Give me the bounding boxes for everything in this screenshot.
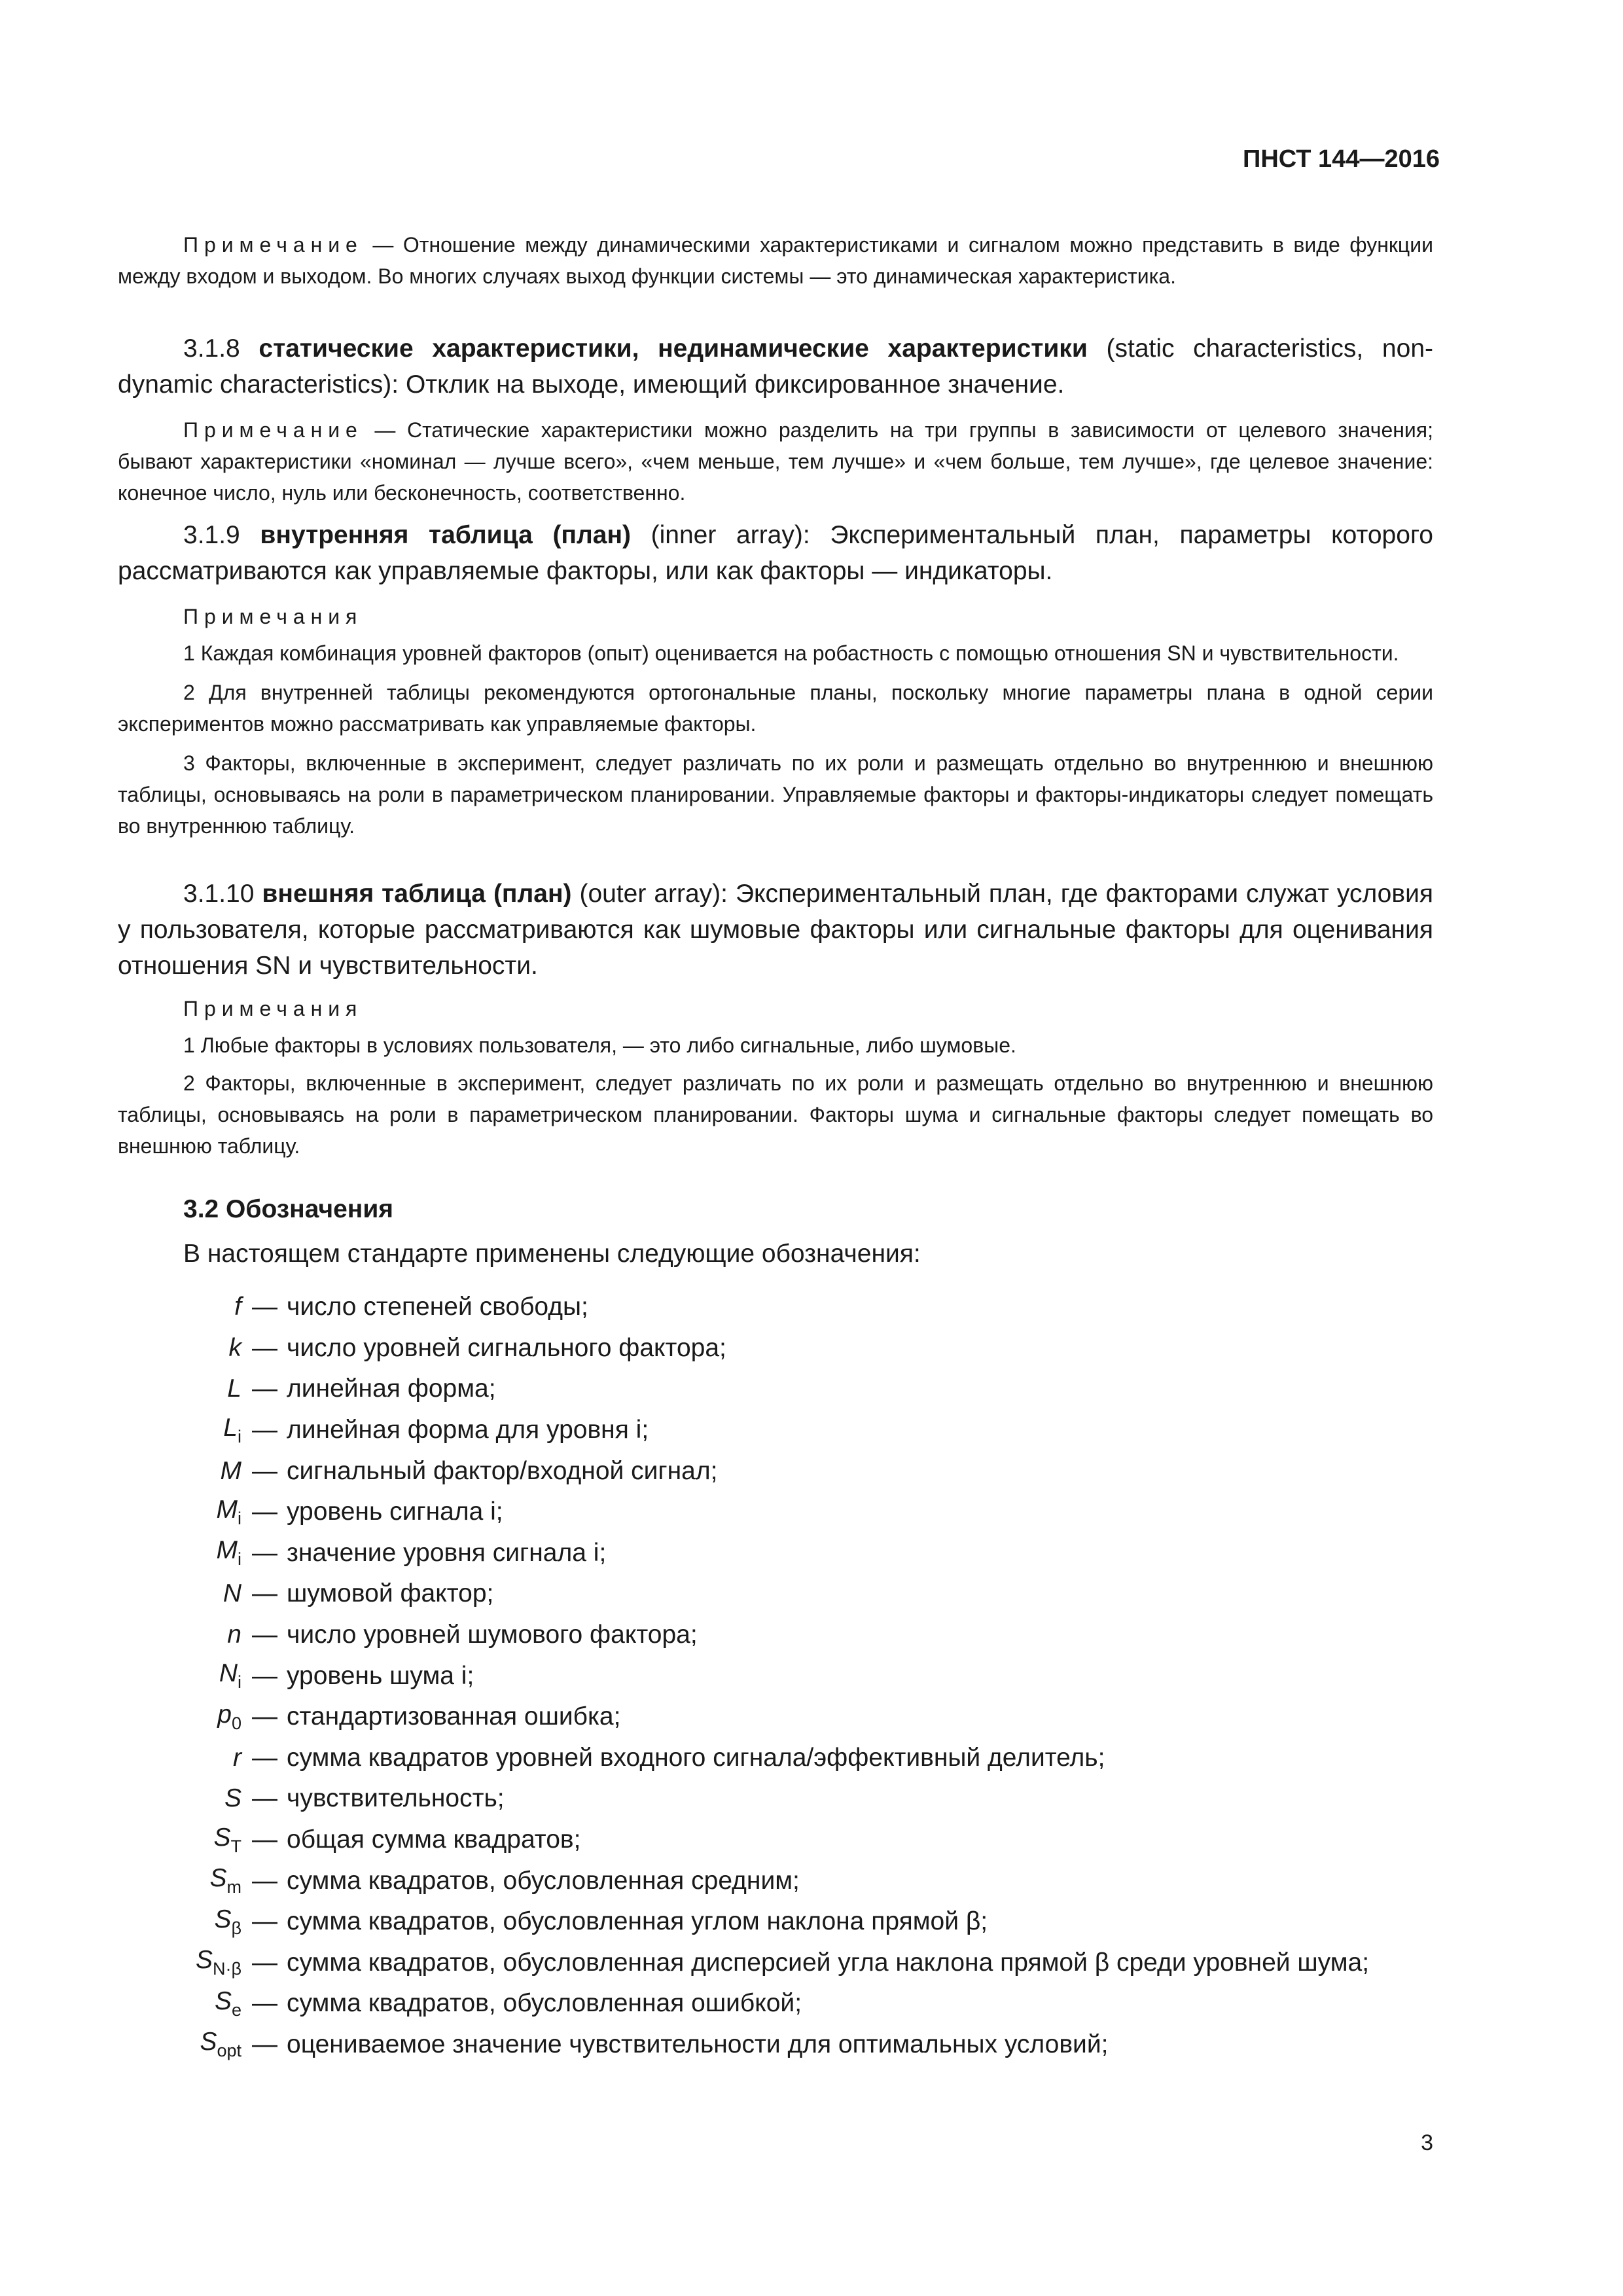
symbol-description: сумма квадратов уровней входного сигнала/эффективный делитель;	[287, 1743, 1105, 1772]
symbol	[118, 1374, 252, 1403]
symbol-subscript: N·β	[212, 1959, 241, 1979]
symbol-row	[118, 1615, 1466, 1656]
symbol-description: число уровней сигнального фактора;	[287, 1333, 726, 1362]
symbol-row	[118, 1573, 1466, 1615]
symbol-letter: S	[209, 1864, 227, 1893]
symbol	[118, 1293, 252, 1321]
note-item: 3 Факторы, включенные в эксперимент, следует различать по их роли и размещать отдельно во внутреннюю и внешнюю таблицы, основываясь на роли в параметрическом планировании. Управляемые факторы и факторы-индикаторы следует помещать во внутреннюю таблицу.	[118, 751, 1433, 838]
symbol-dash: —	[252, 1989, 277, 2018]
symbol-dash: —	[252, 1825, 277, 1854]
symbol-dash: —	[252, 1579, 277, 1608]
note-dynamic-characteristics	[118, 229, 1433, 292]
symbol-description: сигнальный фактор/входной сигнал;	[287, 1456, 718, 1485]
notes-label: Примечания	[183, 605, 363, 628]
symbols-list	[118, 1287, 1466, 2065]
symbol-dash: —	[252, 1374, 277, 1403]
symbol-letter: N	[219, 1659, 238, 1688]
definition-number: 3.1.8	[183, 334, 259, 363]
symbol-description: число степеней свободы;	[287, 1293, 588, 1321]
symbol	[118, 1659, 252, 1693]
definition-term: внутренняя таблица (план)	[260, 521, 631, 549]
symbol	[118, 1414, 252, 1447]
symbol	[118, 1621, 252, 1649]
symbol	[118, 1784, 252, 1813]
symbol-dash: —	[252, 1907, 277, 1936]
symbol-row	[118, 1369, 1466, 1410]
symbol	[118, 1334, 252, 1363]
definition-3-1-9	[118, 517, 1433, 589]
symbol-description: сумма квадратов, обусловленная ошибкой;	[287, 1989, 802, 2018]
symbol-subscript: β	[231, 1918, 241, 1938]
symbol	[118, 1457, 252, 1486]
symbol-letter: S	[200, 2028, 217, 2056]
note-text: — Статические характеристики можно разделить на три группы в зависимости от целевого значения; бывают характеристики «номинал — лучше всего», «чем меньше, тем лучше» и «чем больше, тем лучше», где целевое значение: конечное число, нуль или бесконечность, соответственно.	[118, 418, 1433, 505]
note-item: 1 Каждая комбинация уровней факторов (опыт) оценивается на робастность с помощью отношения SN и чувствительности.	[183, 641, 1399, 665]
symbol-row	[118, 1901, 1466, 1943]
document-code-header: ПНСТ 144—2016	[1243, 145, 1440, 173]
symbol	[118, 1536, 252, 1570]
symbol	[118, 1496, 252, 1529]
symbol-description: число уровней шумового фактора;	[287, 1621, 698, 1649]
symbol-subscript: opt	[217, 2041, 241, 2061]
symbol-letter: f	[234, 1293, 241, 1321]
symbol-subscript: i	[238, 1426, 241, 1446]
section-title: 3.2 Обозначения	[183, 1195, 394, 1223]
symbol-row	[118, 1738, 1466, 1779]
symbol-row	[118, 1943, 1466, 1984]
definition-text: (outer array): Экспериментальный план, где факторами служат условия у пользователя, которые рассматриваются как шумовые факторы или сигнальные факторы для оценивания отношения SN и чувствительности.	[118, 880, 1433, 980]
note-item: 1 Любые факторы в условиях пользователя, — это либо сигнальные, либо шумовые.	[183, 1033, 1016, 1057]
symbol-letter: S	[213, 1823, 231, 1852]
symbol-dash: —	[252, 1784, 277, 1813]
symbol-description: сумма квадратов, обусловленная средним;	[287, 1866, 800, 1895]
symbol-description: сумма квадратов, обусловленная углом наклона прямой β;	[287, 1907, 988, 1936]
symbol-row	[118, 1328, 1466, 1369]
symbol-dash: —	[252, 1948, 277, 1977]
note-static-characteristics	[118, 414, 1433, 509]
symbol-letter: r	[233, 1743, 241, 1772]
page-number: 3	[1421, 2130, 1433, 2155]
note-text: — Отношение между динамическими характеристиками и сигналом можно представить в виде функции между входом и выходом. Во многих случаях выход функции системы — это динамическая характеристика.	[118, 233, 1433, 288]
symbol-letter: N	[223, 1579, 241, 1608]
symbol-row	[118, 1655, 1466, 1696]
symbol-dash: —	[252, 1866, 277, 1895]
symbol-subscript: i	[238, 1508, 241, 1528]
note-label: Примечание	[183, 233, 363, 257]
symbol-row	[118, 1492, 1466, 1533]
note-item: 2 Факторы, включенные в эксперимент, следует различать по их роли и размещать отдельно во внутреннюю и внешнюю таблицы, основываясь на роли в параметрическом планировании. Факторы шума и сигнальные факторы следует помещать во внешнюю таблицу.	[118, 1071, 1433, 1158]
symbol-subscript: e	[231, 2000, 241, 2020]
symbol-dash: —	[252, 1538, 277, 1567]
symbol-dash: —	[252, 1416, 277, 1444]
symbol-row	[118, 1287, 1466, 1328]
symbol-description: общая сумма квадратов;	[287, 1825, 581, 1854]
symbol-dash: —	[252, 1333, 277, 1362]
symbol-description: уровень шума i;	[287, 1661, 474, 1690]
definition-term: статические характеристики, нединамические характеристики	[259, 334, 1088, 363]
symbol-description: значение уровня сигнала i;	[287, 1538, 607, 1567]
definition-text: (inner array): Экспериментальный план, параметры которого рассматриваются как управляемые факторы, или как факторы — индикаторы.	[118, 521, 1433, 585]
symbol-description: чувствительность;	[287, 1784, 505, 1813]
definition-3-1-10	[118, 876, 1433, 984]
symbol-letter: S	[214, 1986, 232, 2015]
symbol-row	[118, 1533, 1466, 1574]
symbol-subscript: m	[226, 1877, 241, 1897]
symbol	[118, 1823, 252, 1857]
symbol-description: оцениваемое значение чувствительности для оптимальных условий;	[287, 2030, 1109, 2058]
symbol-letter: S	[224, 1784, 241, 1813]
symbol-row	[118, 2024, 1466, 2066]
symbol-row	[118, 1696, 1466, 1738]
symbol-letter: k	[228, 1333, 241, 1362]
symbol-subscript: i	[238, 1672, 241, 1693]
symbol-subscript: 0	[231, 1713, 241, 1733]
symbol-dash: —	[252, 1293, 277, 1321]
symbol-dash: —	[252, 1456, 277, 1485]
symbol-letter: S	[214, 1905, 232, 1933]
symbol-letter: p	[217, 1700, 232, 1729]
symbol-dash: —	[252, 1702, 277, 1731]
note-item: 2 Для внутренней таблицы рекомендуются ортогональные планы, поскольку многие параметры плана в одной серии экспериментов можно рассматривать как управляемые факторы.	[118, 681, 1433, 736]
symbol-row	[118, 1778, 1466, 1820]
symbol-row	[118, 1450, 1466, 1492]
symbol-description: стандартизованная ошибка;	[287, 1702, 621, 1731]
symbol-description: шумовой фактор;	[287, 1579, 494, 1608]
symbol-letter: L	[227, 1374, 241, 1403]
definition-3-1-8	[118, 331, 1433, 403]
symbol-dash: —	[252, 1661, 277, 1690]
symbol	[118, 1579, 252, 1608]
symbol-subscript: i	[238, 1549, 241, 1570]
notes-label: Примечания	[183, 997, 363, 1020]
symbol	[118, 1744, 252, 1772]
symbol-row	[118, 1983, 1466, 2024]
symbol-letter: S	[195, 1946, 213, 1975]
symbol	[118, 1905, 252, 1939]
note-label: Примечание	[183, 418, 363, 442]
symbol-description: линейная форма;	[287, 1374, 496, 1403]
section-3-2	[118, 1195, 1433, 1268]
symbol	[118, 1987, 252, 2020]
symbol-dash: —	[252, 1743, 277, 1772]
symbol-description: сумма квадратов, обусловленная дисперсией угла наклона прямой β среди уровней шума;	[287, 1948, 1370, 1977]
symbol-description: линейная форма для уровня i;	[287, 1416, 649, 1444]
symbol	[118, 1946, 252, 1979]
symbol-letter: M	[220, 1456, 241, 1485]
notes-inner-array	[118, 601, 1433, 842]
symbol	[118, 1700, 252, 1734]
symbol-row	[118, 1820, 1466, 1861]
symbol-dash: —	[252, 1621, 277, 1649]
definition-number: 3.1.9	[183, 521, 260, 549]
symbol-description: уровень сигнала i;	[287, 1498, 503, 1526]
symbol-subscript: T	[230, 1836, 241, 1856]
symbol-dash: —	[252, 2030, 277, 2058]
symbol-letter: n	[227, 1621, 241, 1649]
definition-number: 3.1.10	[183, 880, 262, 908]
definition-term: внешняя таблица (план)	[262, 880, 572, 908]
symbol-row	[118, 1410, 1466, 1451]
notes-outer-array	[118, 993, 1433, 1162]
symbol-row	[118, 1860, 1466, 1901]
symbol-letter: M	[216, 1495, 238, 1524]
section-intro: В настоящем стандарте применены следующие обозначения:	[183, 1240, 921, 1268]
symbol-letter: M	[216, 1536, 238, 1565]
symbol-dash: —	[252, 1498, 277, 1526]
symbol	[118, 1864, 252, 1897]
definition-text: (static characteristics, non-dynamic characteristics): Отклик на выходе, имеющий фиксированное значение.	[118, 334, 1433, 399]
symbol-letter: L	[223, 1413, 238, 1442]
symbol	[118, 2028, 252, 2061]
